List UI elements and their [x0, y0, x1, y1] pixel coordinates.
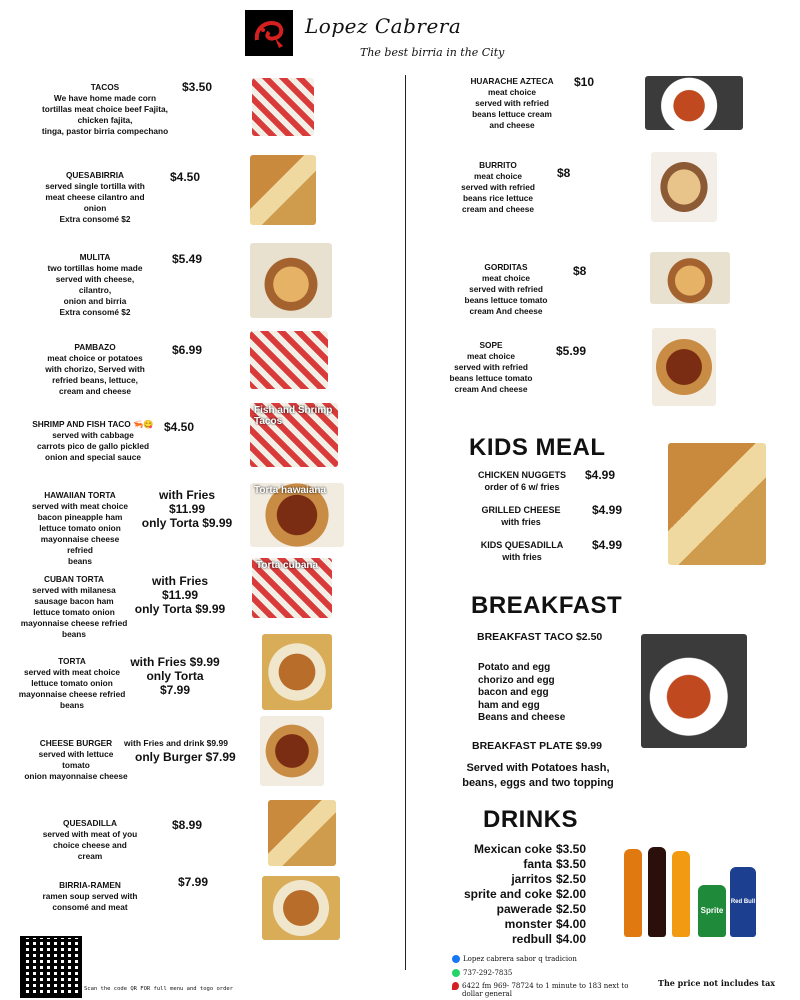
price-kids-quesadilla: $4.99	[592, 538, 623, 552]
phone-line	[452, 969, 512, 977]
item-line: served single tortilla with	[45, 181, 145, 191]
item-line: beans	[68, 556, 92, 566]
item-line: lettuce tomato onion	[39, 523, 121, 533]
price-only: only Torta $9.99	[134, 602, 226, 616]
price-with-fries: with Fries $11.99	[151, 574, 208, 602]
bottle-icon	[648, 847, 666, 937]
item-line: served with refried	[469, 284, 543, 294]
plate-desc-line: Served with Potatoes hash,	[466, 762, 610, 774]
bottle-icon	[672, 851, 690, 937]
kids-item-quesadilla	[476, 539, 568, 563]
item-line: and cheese	[489, 120, 535, 130]
item-line: TORTA	[58, 656, 86, 666]
item-line: lettuce tomato onion	[31, 678, 113, 688]
price-quesabirria: $4.50	[170, 170, 201, 184]
price-only: only Torta $7.99	[146, 669, 204, 697]
price-huarache: $10	[574, 75, 595, 89]
menu-item-torta	[18, 656, 126, 711]
price-only: only Torta $9.99	[141, 516, 233, 530]
item-line: onion and birria	[63, 296, 127, 306]
item-line: SOPE	[479, 340, 503, 350]
price-pambazo: $6.99	[172, 343, 203, 357]
item-line: meat choice	[488, 87, 536, 97]
photo-cheese-burger	[260, 716, 324, 786]
item-line: beans rice lettuce	[462, 193, 534, 203]
breakfast-taco-options	[478, 662, 565, 725]
kids-item-grilled-cheese	[476, 504, 566, 528]
price-hawaiian-torta	[140, 488, 234, 530]
price-cuban-torta	[134, 574, 226, 616]
price-burger-only: only Burger $7.99	[135, 750, 236, 764]
can-icon: Sprite	[698, 885, 726, 937]
taco-option: chorizo and egg	[478, 674, 555, 686]
item-line: chicken fajita,	[77, 115, 133, 125]
item-line: onion and special sauce	[45, 452, 141, 462]
photo-quesabirria	[250, 155, 316, 225]
item-line: Extra consomé $2	[59, 214, 131, 224]
price-burrito: $8	[557, 166, 571, 180]
item-line: TACOS	[90, 82, 120, 92]
price-nuggets: $4.99	[585, 468, 616, 482]
photo-hawaiian-torta	[250, 483, 344, 547]
drink-price: $2.00	[556, 887, 587, 901]
drink-price: $2.50	[556, 872, 587, 886]
item-line: served with cheese, cilantro,	[55, 274, 135, 295]
photo-quesadilla	[268, 800, 336, 866]
item-line: onion mayonnaise cheese	[24, 771, 128, 781]
item-line: We have home made corn	[53, 93, 157, 103]
item-line: mayonnaise cheese refried	[20, 618, 128, 628]
photo-huarache	[645, 76, 743, 130]
item-line: ramen soup served with	[42, 891, 138, 901]
item-line: served with lettuce tomato	[38, 749, 114, 770]
item-line: beans	[62, 629, 86, 639]
item-line: served with refried	[454, 362, 528, 372]
taco-option: bacon and egg	[478, 687, 549, 698]
item-line: mayonnaise cheese refried	[18, 689, 126, 699]
price-quesadilla: $8.99	[172, 818, 203, 832]
item-line: onion	[83, 203, 107, 213]
menu-item-sope	[444, 340, 538, 395]
drink-name: Mexican coke	[473, 842, 552, 856]
item-line: KIDS QUESADILLA	[480, 540, 564, 550]
drink-name: fanta	[523, 857, 552, 871]
item-line: CUBAN TORTA	[43, 574, 105, 584]
item-line: beans lettuce cream	[472, 109, 552, 119]
tax-note: The price not includes tax	[658, 978, 776, 988]
item-line: meat choice	[474, 171, 522, 181]
logo	[245, 10, 293, 56]
item-line: lettuce tomato onion	[33, 607, 115, 617]
price-burger-combo: with Fries and drink $9.99	[124, 738, 228, 748]
item-line: HUARACHE AZTECA	[470, 76, 554, 86]
price-gorditas: $8	[573, 264, 587, 278]
photo-torta	[262, 634, 332, 710]
item-line: with chorizo, Served with	[45, 364, 145, 374]
item-line: served with meat of you	[42, 829, 138, 839]
taco-option: Potato and egg	[478, 662, 551, 673]
menu-item-tacos	[30, 82, 180, 137]
item-line: mayonnaise cheese refried	[40, 534, 120, 555]
kids-meal-heading: KIDS MEAL	[469, 434, 606, 461]
item-line: tortillas meat choice beef Fajita,	[42, 104, 168, 114]
shrimp-logo-icon	[245, 10, 293, 56]
taco-option: ham and egg	[478, 699, 540, 711]
item-line: bacon pineapple ham	[37, 512, 123, 522]
photo-pambazo	[250, 331, 328, 389]
photo-caption: Torta cubana	[256, 560, 319, 571]
photo-birria-ramen	[262, 876, 340, 940]
item-line: with fries	[502, 552, 542, 562]
item-line: choice cheese and cream	[53, 840, 127, 861]
item-line: refried beans, lettuce,	[52, 375, 138, 385]
drink-price: $3.50	[556, 842, 587, 856]
item-line: HAWAIIAN TORTA	[44, 490, 116, 500]
photo-tacos	[252, 78, 314, 136]
item-line: meat choice or potatoes	[47, 353, 143, 363]
menu-item-cheese-burger	[24, 738, 128, 782]
item-line: beans	[60, 700, 84, 710]
item-line: served with milanesa	[32, 585, 116, 595]
menu-item-quesabirria	[30, 170, 160, 225]
address-text: 6422 fm 969- 78724 to 1 minute to 183 next to dollar general	[462, 982, 629, 998]
whatsapp-icon	[452, 969, 460, 977]
item-line: MULITA	[79, 252, 111, 262]
item-line: meat choice	[467, 351, 515, 361]
item-line: tinga, pastor birria compechano	[41, 126, 169, 136]
price-grilled-cheese: $4.99	[592, 503, 623, 517]
item-line: GORDITAS	[484, 262, 528, 272]
menu-item-burrito	[452, 160, 544, 215]
item-line: consomé and meat	[52, 902, 128, 912]
item-line: served with refried	[475, 98, 549, 108]
breakfast-plate-desc	[455, 761, 621, 791]
brand-name: Lopez Cabrera	[305, 14, 462, 38]
price-birria-ramen: $7.99	[178, 875, 209, 889]
price-tacos: $3.50	[182, 80, 213, 94]
menu-item-pambazo	[40, 342, 150, 397]
menu-item-shrimp-fish-taco	[30, 419, 156, 463]
item-line: served with cabbage	[52, 430, 134, 440]
item-line: SHRIMP AND FISH TACO 🦐😋	[32, 419, 154, 429]
item-line: BIRRIA-RAMEN	[59, 880, 121, 890]
item-line: meat choice	[482, 273, 530, 283]
photo-caption: Torta hawaiana	[254, 485, 327, 496]
drink-name: jarritos	[511, 872, 552, 886]
price-sope: $5.99	[556, 344, 587, 358]
item-line: served with meat choice	[24, 667, 120, 677]
photo-breakfast-plate	[641, 634, 747, 748]
item-line: cream and cheese	[59, 386, 131, 396]
menu-item-mulita	[40, 252, 150, 318]
item-line: meat cheese cilantro and	[45, 192, 145, 202]
menu-item-cuban-torta	[20, 574, 128, 640]
qr-caption: Scan the code QR FOR full menu and togo order	[84, 986, 234, 992]
facebook-text: Lopez cabrera sabor q tradicion	[463, 955, 577, 963]
price-shrimp-fish-taco: $4.50	[164, 420, 195, 434]
tagline: The best birria in the City	[360, 46, 505, 59]
breakfast-taco-title: BREAKFAST TACO $2.50	[477, 631, 603, 643]
photo-cuban-torta	[252, 558, 332, 618]
photo-shrimp-fish-taco	[250, 403, 338, 467]
breakfast-heading: BREAKFAST	[471, 592, 623, 619]
drinks-heading: DRINKS	[483, 806, 579, 833]
drink-price: $2.50	[556, 902, 587, 916]
photo-gorditas	[650, 252, 730, 304]
item-line: CHEESE BURGER	[39, 738, 113, 748]
item-line: served with meat choice	[32, 501, 128, 511]
drinks-photo	[620, 845, 760, 937]
location-pin-icon	[452, 982, 459, 990]
item-line: cream And cheese	[469, 306, 543, 316]
breakfast-plate-title: BREAKFAST PLATE $9.99	[472, 740, 602, 752]
drink-price: $4.00	[556, 917, 587, 931]
phone-text: 737-292-7835	[463, 969, 513, 977]
qr-code[interactable]	[20, 936, 82, 998]
photo-caption: Fish and Shrimp Tacos	[254, 405, 333, 427]
drink-name: sprite and coke	[463, 887, 552, 901]
menu-item-huarache	[462, 76, 562, 131]
item-line: QUESADILLA	[63, 818, 117, 828]
item-line: Extra consomé $2	[59, 307, 131, 317]
taco-option: Beans and cheese	[478, 712, 566, 723]
item-line: QUESABIRRIA	[65, 170, 125, 180]
menu-item-quesadilla	[40, 818, 140, 862]
item-line: served with refried	[461, 182, 535, 192]
drink-name: pawerade	[496, 902, 552, 916]
item-line: cream And cheese	[454, 384, 528, 394]
price-mulita: $5.49	[172, 252, 203, 266]
item-line: GRILLED CHEESE	[481, 505, 561, 515]
photo-mulita	[250, 243, 332, 318]
item-line: beans lettuce tomato	[464, 295, 548, 305]
item-line: sausage bacon ham	[34, 596, 114, 606]
menu-item-gorditas	[456, 262, 556, 317]
drinks-list	[402, 842, 586, 947]
price-torta	[130, 655, 220, 697]
item-line: CHICKEN NUGGETS	[477, 470, 566, 480]
drink-name: redbull	[511, 932, 552, 946]
item-line: with fries	[501, 517, 541, 527]
facebook-line	[452, 955, 577, 963]
photo-grilled-cheese	[668, 443, 766, 565]
plate-desc-line: beans, eggs and two topping	[462, 777, 614, 789]
price-with-fries: with Fries $9.99	[130, 655, 220, 669]
item-line: BURRITO	[479, 160, 517, 170]
drink-price: $3.50	[556, 857, 587, 871]
item-line: order of 6 w/ fries	[484, 482, 560, 492]
item-line: PAMBAZO	[74, 342, 116, 352]
facebook-icon	[452, 955, 460, 963]
bottle-icon	[624, 849, 642, 937]
item-line: carrots pico de gallo pickled	[36, 441, 150, 451]
item-line: beans lettuce tomato	[449, 373, 533, 383]
kids-item-nuggets	[474, 469, 570, 493]
menu-item-birria-ramen	[40, 880, 140, 913]
price-with-fries: with Fries $11.99	[158, 488, 215, 516]
menu-item-hawaiian-torta	[28, 490, 132, 567]
item-line: two tortillas home made	[47, 263, 143, 273]
photo-sope	[652, 328, 716, 406]
can-icon: Red Bull	[730, 867, 756, 937]
photo-burrito	[651, 152, 717, 222]
drink-name: monster	[504, 917, 552, 931]
column-divider	[405, 75, 406, 970]
drink-price: $4.00	[556, 932, 587, 946]
address-line	[452, 982, 647, 998]
item-line: cream and cheese	[462, 204, 534, 214]
